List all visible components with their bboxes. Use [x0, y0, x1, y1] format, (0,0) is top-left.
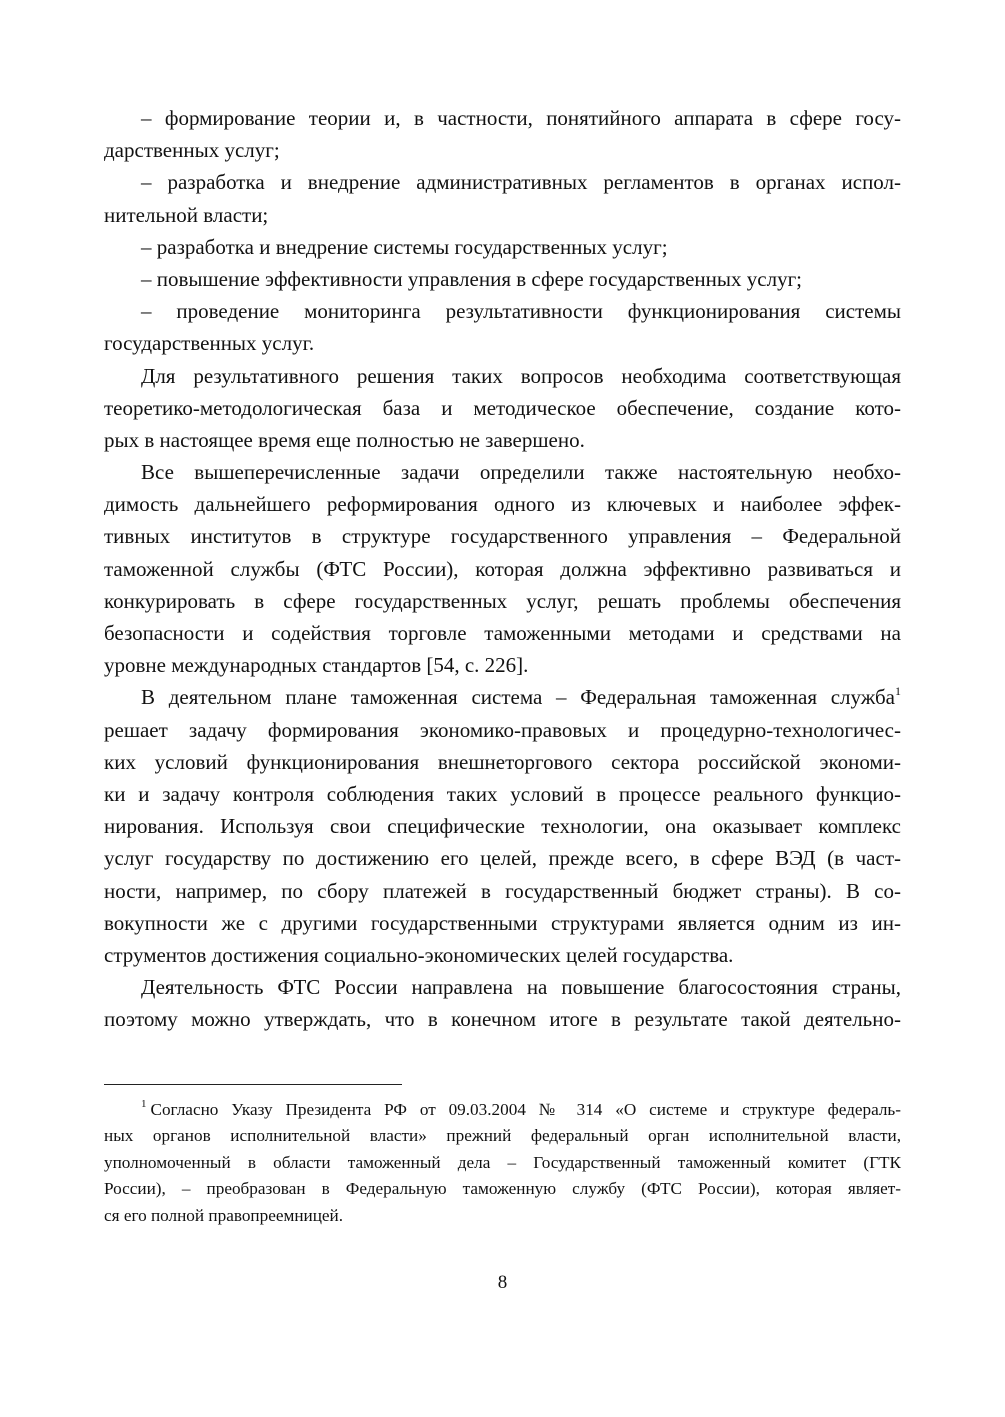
text-line: ности, например, по сбору платежей в государственный бюджет страны). В со- [104, 878, 901, 903]
text-line: димость дальнейшего реформирования одного из ключевых и наиболее эффек- [104, 492, 901, 517]
text-line: теоретико-методологическая база и методическое обеспечение, создание кото- [104, 395, 901, 420]
paragraph [104, 263, 901, 295]
text-line: струментов достижения социально-экономических целей государства. [104, 942, 734, 967]
text-line: государственных услуг. [104, 331, 315, 356]
text-line: уровне международных стандартов [54, с. 226]. [104, 653, 529, 678]
footnote-reference[interactable]: 1 [895, 684, 901, 699]
text-line: нирования. Используя свои специфические технологии, она оказывает комплекс [104, 814, 901, 839]
page-number: 8 [497, 1272, 508, 1293]
paragraph [104, 681, 901, 971]
text-line: рых в настоящее время еще полностью не завершено. [104, 427, 585, 452]
footnote-line: ных органов исполнительной власти» прежний федеральный орган исполнительной власти, [104, 1126, 901, 1146]
paragraph [104, 971, 901, 1035]
paragraph [104, 231, 901, 263]
text-line-content: В деятельном плане таможенная система – Федеральная таможенная служба [141, 685, 895, 710]
paragraph [104, 102, 901, 166]
text-line: нительной власти; [104, 202, 269, 227]
text-line: – разработка и внедрение системы государственных услуг; [141, 234, 668, 259]
text-line: Деятельность ФТС России направлена на повышение благосостояния страны, [141, 975, 901, 1000]
text-line: решает задачу формирования экономико-правовых и процедурно-технологичес- [104, 717, 901, 742]
text-line: Все вышеперечисленные задачи определили также настоятельную необхо- [141, 460, 901, 485]
text-line: ких условий функционирования внешнеторгового сектора российской экономи- [104, 749, 901, 774]
footnote-line [104, 1097, 901, 1123]
text-line [104, 681, 901, 713]
footnote-divider [104, 1084, 402, 1085]
paragraph [104, 295, 901, 359]
text-line: дарственных услуг; [104, 138, 280, 163]
paragraph [104, 166, 901, 230]
text-line: – разработка и внедрение административных регламентов в органах испол- [141, 170, 901, 195]
paragraph [104, 456, 901, 681]
text-line: вокупности же с другими государственными структурами является одним из ин- [104, 910, 901, 935]
text-line: услуг государству по достижению его целей, прежде всего, в сфере ВЭД (в част- [104, 846, 901, 871]
text-line: – повышение эффективности управления в сфере государственных услуг; [141, 266, 803, 291]
text-line: поэтому можно утверждать, что в конечном итоге в результате такой деятельно- [104, 1007, 901, 1032]
footnote-line-content: Согласно Указу Президента РФ от 09.03.2004 № 314 «О системе и структуре федераль- [150, 1100, 901, 1119]
text-line: – проведение мониторинга результативности функционирования системы [141, 299, 901, 324]
text-line: конкурировать в сфере государственных услуг, решать проблемы обеспечения [104, 588, 901, 613]
text-line: тивных институтов в структуре государственного управления – Федеральной [104, 524, 901, 549]
text-line: таможенной службы (ФТС России), которая должна эффективно развиваться и [104, 556, 901, 581]
footnote-line: ся его полной правопреемницей. [104, 1205, 344, 1225]
text-line: Для результативного решения таких вопросов необходима соответствующая [141, 363, 901, 388]
footnote-section [104, 1084, 901, 1229]
text-line: безопасности и содействия торговле таможенными методами и средствами на [104, 621, 901, 645]
footnote-marker: 1 [141, 1098, 147, 1110]
document-body [104, 102, 901, 1035]
text-line: ки и задачу контроля соблюдения таких условий в процессе реального функцио- [104, 781, 901, 806]
footnote-line: уполномоченный в области таможенный дела – Государственный таможенный комитет (ГТК [104, 1152, 901, 1172]
paragraph [104, 360, 901, 457]
footnote-line: России), – преобразован в Федеральную таможенную службу (ФТС России), которая являет- [104, 1179, 901, 1199]
text-line: – формирование теории и, в частности, понятийного аппарата в сфере госу- [141, 106, 901, 130]
